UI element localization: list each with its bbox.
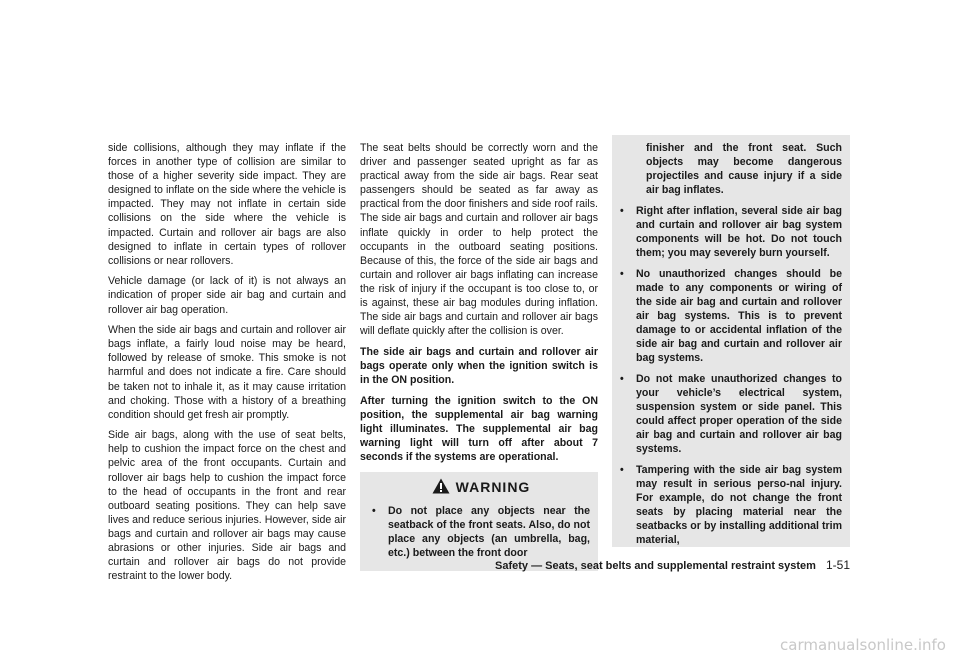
list-item-text: Tampering with the side air bag system may result in serious perso-nal injury. For example, do not change the front seats by placing material near the seatbacks or by installing additional trim material, xyxy=(636,463,842,547)
paragraph: Side air bags, along with the use of seat belts, help to cushion the impact force on the chest and pelvic area of the front occupants. Curtain and rollover air bags help to cushion the impact force to the head of occupants in the front and rear outboard seating positions. They can help save lives and reduce serious injuries. However, side air bags and curtain and rollover air bags may cause abrasions or other injuries. Side air bags and curtain and rollover air bags do not provide restraint to the lower body. xyxy=(108,429,346,583)
bullet-mark: • xyxy=(620,463,624,476)
warning-box xyxy=(360,472,598,571)
page-footer xyxy=(495,558,850,572)
list-item-text: Right after inflation, several side air bag and curtain and rollover air bag system components will be hot. Do not touch them; you may severely burn yourself. xyxy=(636,204,842,260)
paragraph-bold: The side air bags and curtain and rollover air bags operate only when the ignition switch is in the ON position. xyxy=(360,345,598,386)
list-item-continued: finisher and the front seat. Such objects may become dangerous projectiles and cause injury if a side air bag inflates. xyxy=(646,142,842,197)
page-number: 1-51 xyxy=(825,558,850,572)
warning-title: WARNING xyxy=(455,479,531,496)
footer-section-title: Safety — Seats, seat belts and supplemental restraint system xyxy=(495,560,816,572)
list-item xyxy=(372,504,590,560)
list-item-text: No unauthorized changes should be made to any components or wiring of the side air bag and curtain and rollover air bag systems. This is to prevent damage to or accidental inflation of the side air bag and curtain and rollover air bag systems. xyxy=(636,267,842,365)
list-item-text: Do not make unauthorized changes to your vehicle’s electrical system, suspension system or side panel. This could affect proper operation of the side air bag and curtain and rollover air bag systems. xyxy=(636,372,842,456)
column-left xyxy=(108,141,346,590)
column-right xyxy=(612,141,850,547)
list-item xyxy=(620,372,842,457)
paragraph: side collisions, although they may inflate if the forces in another type of collision are similar to those of a higher severity side impact. They are designed to inflate on the side where the vehicle is impacted. They may not inflate in certain side collisions on the side where the vehicle is impacted. Curtain and rollover air bags are also designed to inflate in certain types of rollover collisions or near rollovers. xyxy=(108,142,346,267)
list-item-text: Do not place any objects near the seatback of the front seats. Also, do not place any objects (an umbrella, bag, etc.) between the front door xyxy=(388,505,590,560)
warning-box-continued xyxy=(612,135,850,547)
watermark: carmanualsonline.info xyxy=(780,636,946,654)
column-middle xyxy=(360,141,598,571)
list-item xyxy=(620,204,842,260)
bullet-mark: • xyxy=(372,505,376,518)
list-item xyxy=(620,267,842,366)
bullet-mark: • xyxy=(620,267,624,280)
bullet-mark: • xyxy=(620,372,624,385)
warning-triangle-icon xyxy=(432,478,450,494)
warning-heading xyxy=(372,478,590,496)
bullet-mark: • xyxy=(620,204,624,217)
paragraph: When the side air bags and curtain and rollover air bags inflate, a fairly loud noise may be heard, followed by release of smoke. This smoke is not harmful and does not indicate a fire. Care should be taken not to inhale it, as it may cause irritation and choking. Those with a history of a breathing condition should get fresh air promptly. xyxy=(108,324,346,421)
paragraph: The seat belts should be correctly worn and the driver and passenger seated upright as far as practical away from the side air bags. Rear seat passengers should be seated as far away as practical from the door finishers and side roof rails. The side air bags and curtain and rollover air bags inflate quickly in order to help protect the occupants in the outboard seating positions. Because of this, the force of the side air bags and curtain and rollover air bags inflating can increase the risk of injury if the occupant is too close to, or is against, these air bag modules during inflation. The side air bags and curtain and rollover air bags will deflate quickly after the collision is over. xyxy=(360,142,598,338)
paragraph: Vehicle damage (or lack of it) is not always an indication of proper side air bag and curtain and rollover air bag operation. xyxy=(108,275,346,316)
paragraph-bold: After turning the ignition switch to the ON position, the supplemental air bag warning light illuminates. The supplemental air bag warning light will turn off after about 7 seconds if the systems are operational. xyxy=(360,394,598,463)
list-item xyxy=(620,463,842,548)
